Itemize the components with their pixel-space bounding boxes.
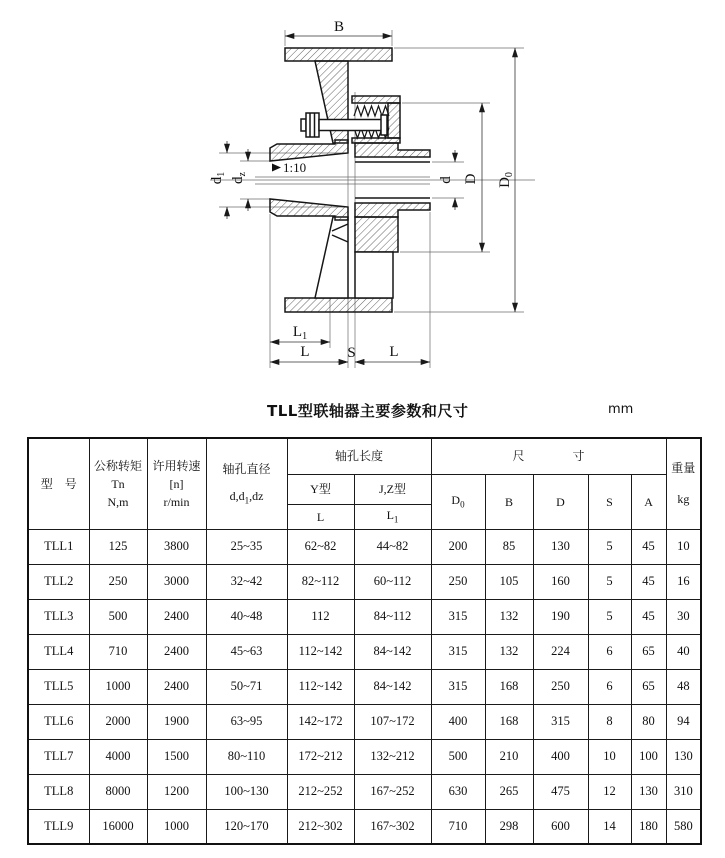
header-col-l1: $L_1$ xyxy=(354,504,431,529)
cell-model: TLL2 xyxy=(28,564,89,599)
header-model: 型 号 xyxy=(28,438,89,529)
dim-label-dz: $d_z$ xyxy=(230,172,248,184)
header-bore-length: 轴孔长度 xyxy=(287,438,431,474)
header-col-d: D xyxy=(533,474,588,529)
unit-label: mm xyxy=(608,402,634,417)
cell-model: TLL3 xyxy=(28,599,89,634)
dim-label-l-left: L xyxy=(300,344,310,360)
parameters-table xyxy=(27,437,702,845)
table-row: TLL7 4000 1500 80~110 172~212 132~212 500 210 400 10 100 130 xyxy=(28,739,701,774)
header-dimensions: 尺 寸 xyxy=(431,438,666,474)
header-col-d0: $D_0$ xyxy=(431,474,485,529)
table-row: TLL2 250 3000 32~42 82~112 60~112 250 105 160 5 45 16 xyxy=(28,564,701,599)
taper-arrow-icon xyxy=(272,164,281,172)
right-hub-lower-block xyxy=(355,217,398,252)
cell-model: TLL6 xyxy=(28,704,89,739)
header-col-a: A xyxy=(631,474,666,529)
table-row: TLL1 125 3800 25~35 62~82 44~82 200 85 130 5 45 10 xyxy=(28,529,701,564)
wheel-web-lower xyxy=(315,217,348,298)
cell-model: TLL5 xyxy=(28,669,89,704)
table-row: TLL5 1000 2400 50~71 112~142 84~142 315 168 250 6 65 48 xyxy=(28,669,701,704)
right-hub-flange-lower xyxy=(355,203,430,217)
cell-model: TLL1 xyxy=(28,529,89,564)
header-col-s: S xyxy=(588,474,631,529)
left-hub-upper xyxy=(270,140,348,161)
dim-label-l-right: L xyxy=(389,344,399,360)
cell-model: TLL7 xyxy=(28,739,89,774)
dim-label-d0: $D_0$ xyxy=(497,172,515,188)
dim-label-d1: $d_1$ xyxy=(209,171,227,185)
bolt-shaft xyxy=(319,120,383,131)
table-row: TLL8 8000 1200 100~130 212~252 167~252 630 265 475 12 130 310 xyxy=(28,774,701,809)
header-col-l: L xyxy=(287,504,354,529)
bolt-tip xyxy=(381,115,387,135)
right-hub-flange-upper xyxy=(355,143,430,157)
header-jz-type: J,Z型 xyxy=(354,474,431,504)
header-col-b: B xyxy=(485,474,533,529)
table-title: TLL型联轴器主要参数和尺寸 xyxy=(267,402,469,420)
dim-label-b: B xyxy=(333,19,345,35)
table-row: TLL4 710 2400 45~63 112~142 84~142 315 132 224 6 65 40 xyxy=(28,634,701,669)
left-hub-lower xyxy=(270,199,348,220)
taper-label: 1:10 xyxy=(283,160,307,175)
header-y-type: Y型 xyxy=(287,474,354,504)
table-row: TLL6 2000 1900 63~95 142~172 107~172 400 168 315 8 80 94 xyxy=(28,704,701,739)
table-row: TLL3 500 2400 40~48 112 84~112 315 132 190 5 45 30 xyxy=(28,599,701,634)
right-hub-lower-web xyxy=(355,252,393,298)
header-bore-diameter: 轴孔直径 $d,d_1,dz$ xyxy=(206,438,287,529)
brake-wheel-bottom-rim xyxy=(285,298,392,312)
header-weight: 重量 kg xyxy=(666,438,701,529)
bolt-hex-head xyxy=(306,113,319,137)
dim-label-D: D xyxy=(463,173,479,185)
cell-model: TLL9 xyxy=(28,809,89,844)
dim-label-l1: $L_1$ xyxy=(292,324,308,342)
brake-wheel-top-rim xyxy=(285,48,392,61)
header-speed: 许用转速 [n] r/min xyxy=(147,438,206,529)
header-torque: 公称转矩 Tn N,m xyxy=(89,438,147,529)
table-row: TLL9 16000 1000 120~170 212~302 167~302 710 298 600 14 180 580 xyxy=(28,809,701,844)
coupling-section-drawing xyxy=(0,0,725,398)
construction-lines xyxy=(210,30,535,368)
dim-label-d: d xyxy=(438,176,454,184)
title-row xyxy=(0,400,725,424)
cell-model: TLL8 xyxy=(28,774,89,809)
cell-model: TLL4 xyxy=(28,634,89,669)
dim-label-s: S xyxy=(347,345,356,361)
